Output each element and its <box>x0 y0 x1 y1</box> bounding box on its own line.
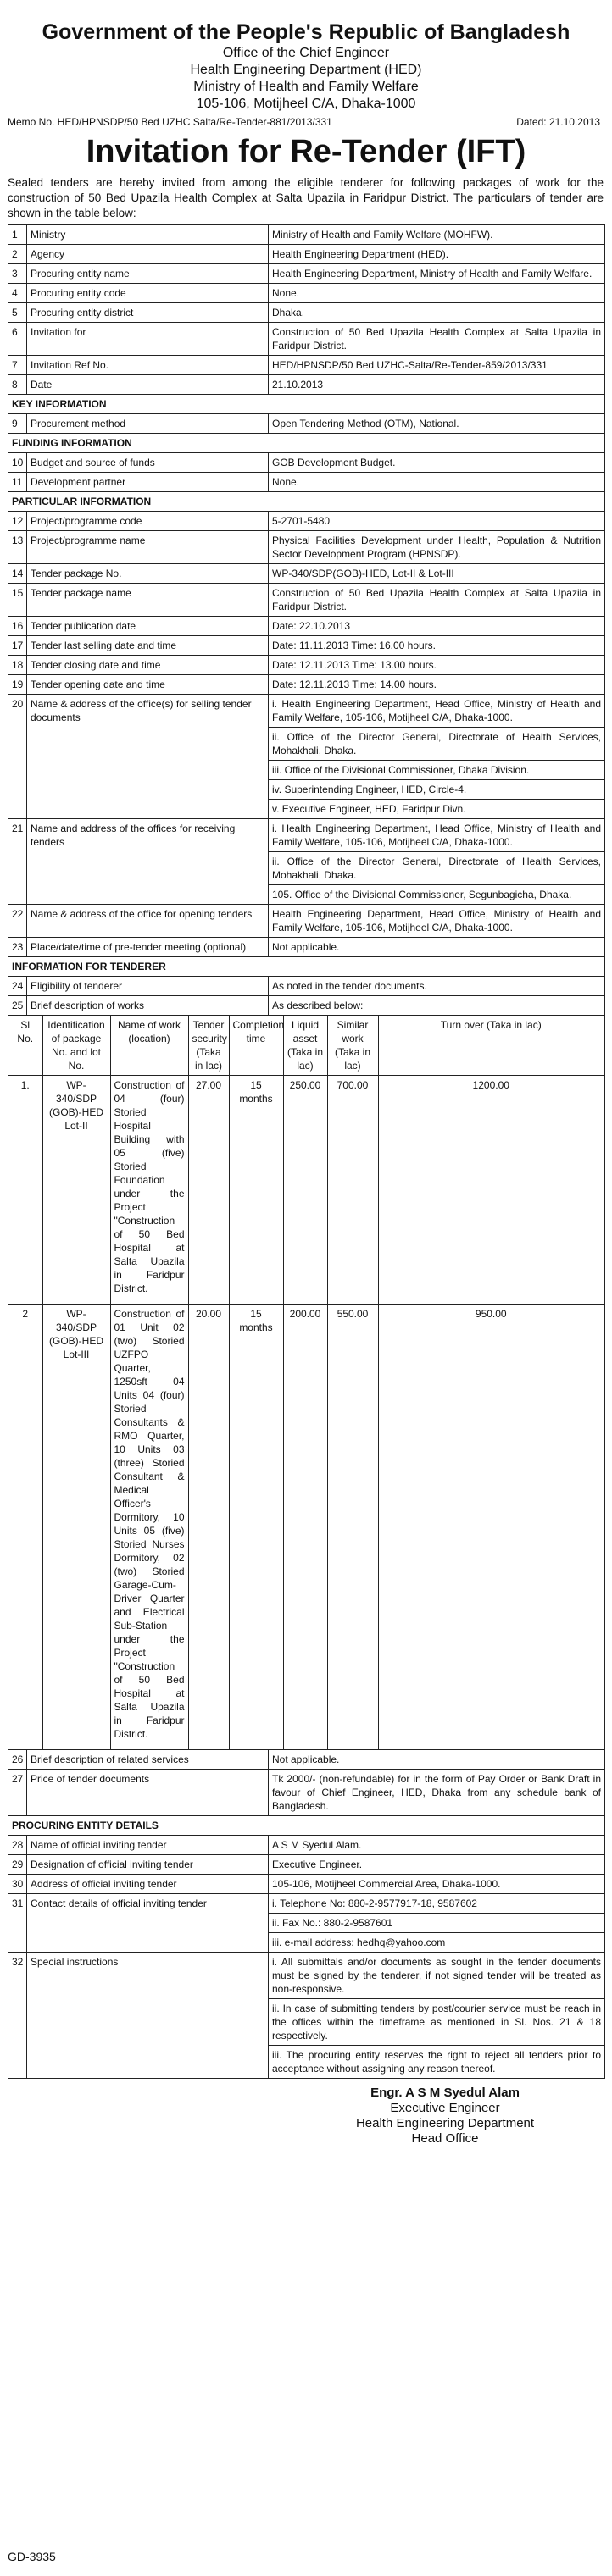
list-item-text: i. Health Engineering Department, Head Office, Ministry of Health and Family Welfare, 105-106, Motijheel C/A, Dhaka-1000. <box>269 819 604 852</box>
table-row <box>8 356 605 375</box>
row-value: Tk 2000/- (non-refundable) for in the form of Pay Order or Bank Draft in favour of Chief Engineer, HED, Dhaka from any schedule bank of Bangladesh. <box>269 1770 605 1816</box>
works-header-row <box>8 1016 604 1076</box>
row-number: 10 <box>8 453 27 473</box>
list-item-text: 105. Office of the Divisional Commissioner, Segunbagicha, Dhaka. <box>272 889 572 900</box>
works-header-cell: Tender security (Taka in lac) <box>188 1016 229 1076</box>
row-value: Health Engineering Department (HED). <box>269 245 605 264</box>
row-value <box>269 695 605 819</box>
row-label: Place/date/time of pre-tender meeting (optional) <box>27 938 269 957</box>
row-number: 25 <box>8 996 27 1016</box>
section-row <box>8 434 605 453</box>
signatory-name: Engr. A S M Syedul Alam <box>370 2086 520 2100</box>
works-item-row <box>8 1076 604 1305</box>
row-number: 5 <box>8 303 27 323</box>
works-cell <box>8 1016 605 1750</box>
ministry-line: Ministry of Health and Family Welfare <box>193 80 419 94</box>
row-number: 18 <box>8 656 27 675</box>
row-label: Project/programme name <box>27 531 269 564</box>
table-row <box>8 938 605 957</box>
row-label: Ministry <box>27 225 269 245</box>
row-label: Procuring entity code <box>27 284 269 303</box>
row-value: 105-106, Motijheel Commercial Area, Dhaka-1000. <box>269 1875 605 1894</box>
row-number: 14 <box>8 564 27 584</box>
list-item <box>269 1953 604 1999</box>
list-item <box>269 1999 604 2046</box>
row-label: Name & address of the office(s) for selling tender documents <box>27 695 269 819</box>
row-number: 3 <box>8 264 27 284</box>
works-cell-time: 15 months <box>229 1305 283 1750</box>
list-item-text: ii. In case of submitting tenders by post/courier service must be reach in the offices within the timeframe as mentioned in Sl. Nos. 21 & 18 respectively. <box>269 1999 604 2046</box>
signatory-designation: Executive Engineer <box>390 2101 500 2115</box>
list-item <box>269 2046 604 2079</box>
row-number: 11 <box>8 473 27 492</box>
row-number: 7 <box>8 356 27 375</box>
row-number: 12 <box>8 512 27 531</box>
list-item-text: i. Health Engineering Department, Head Office, Ministry of Health and Family Welfare, 105-106, Motijheel C/A, Dhaka-1000. <box>269 695 604 728</box>
row-number: 1 <box>8 225 27 245</box>
row-label: Name and address of the offices for receiving tenders <box>27 819 269 905</box>
works-cell-pkg: WP-340/SDP (GOB)-HED Lot-III <box>42 1305 110 1750</box>
table-row <box>8 284 605 303</box>
address-list <box>269 695 604 818</box>
list-item <box>269 1894 604 1914</box>
list-item-text: ii. Fax No.: 880-2-9587601 <box>269 1914 604 1933</box>
table-row <box>8 617 605 636</box>
table-row <box>8 1953 605 2079</box>
table-row <box>8 414 605 434</box>
works-row <box>8 1016 605 1750</box>
section-heading: FUNDING INFORMATION <box>8 434 605 453</box>
row-label: Tender package No. <box>27 564 269 584</box>
signatory-department: Health Engineering Department <box>355 2116 535 2130</box>
list-item <box>269 800 604 819</box>
works-cell-liquid: 250.00 <box>283 1076 327 1305</box>
notice-intro: Sealed tenders are hereby invited from among the eligible tenderer for following packages of work for the construction of 50 Bed Upazila Health Complex at Salta Upazila in Faridpur District. The particulars of tender are shown in the table below: <box>8 176 604 219</box>
works-cell-name: Construction of 04 (four) Storied Hospital Building with 05 (five) Storied Foundation under the Project "Construction of 50 Bed Hospital at Salta Upazila in Faridpur District. <box>110 1076 188 1305</box>
works-cell-turnover: 950.00 <box>378 1305 604 1750</box>
row-label: Name of official inviting tender <box>27 1836 269 1855</box>
row-label: Invitation Ref No. <box>27 356 269 375</box>
table-row <box>8 695 605 819</box>
signatory-office: Head Office <box>411 2131 479 2146</box>
row-label: Procuring entity district <box>27 303 269 323</box>
row-number: 27 <box>8 1770 27 1816</box>
table-row <box>8 303 605 323</box>
table-row <box>8 1894 605 1953</box>
list-item <box>269 728 604 761</box>
row-value: As noted in the tender documents. <box>269 977 605 996</box>
row-value: Date: 11.11.2013 Time: 16.00 hours. <box>269 636 605 656</box>
row-value: A S M Syedul Alam. <box>269 1836 605 1855</box>
works-table <box>8 1016 604 1749</box>
list-item <box>269 695 604 728</box>
table-row <box>8 656 605 675</box>
row-number: 4 <box>8 284 27 303</box>
row-value: Ministry of Health and Family Welfare (MOHFW). <box>269 225 605 245</box>
table-row <box>8 905 605 938</box>
works-header-cell: Sl No. <box>8 1016 42 1076</box>
table-row <box>8 977 605 996</box>
row-value: Not applicable. <box>269 938 605 957</box>
notice-title: Invitation for Re-Tender (IFT) <box>86 134 526 169</box>
works-cell-pkg: WP-340/SDP (GOB)-HED Lot-II <box>42 1076 110 1305</box>
table-row <box>8 323 605 356</box>
row-label: Contact details of official inviting tender <box>27 1894 269 1953</box>
row-value: Date: 22.10.2013 <box>269 617 605 636</box>
row-label: Address of official inviting tender <box>27 1875 269 1894</box>
works-cell-name: Construction of 01 Unit 02 (two) Storied UZFPO Quarter, 1250sft 04 Units 04 (four) Storied Consultants & RMO Quarter, 10 Units 03 (three) Storied Consultant & Medical Officer's Dormitory, 10 Units 05 (five) Storied Nurses Dormitory, 02 (two) Storied Garage-Cum-Driver Quarter and Electrical Sub-Station under the Project "Construction of 50 Bed Hospital at Salta Upazila in Faridpur District. <box>110 1305 188 1750</box>
list-item-text: iv. Superintending Engineer, HED, Circle-4. <box>269 780 604 800</box>
table-row <box>8 564 605 584</box>
table-row <box>8 473 605 492</box>
table-row <box>8 1875 605 1894</box>
footer-code: GD-3935 <box>8 2550 56 2563</box>
row-value: Physical Facilities Development under Health, Population & Nutrition Sector Development Program (HPNSDP). <box>269 531 605 564</box>
works-cell-turnover: 1200.00 <box>378 1076 604 1305</box>
signature-block <box>288 2086 602 2147</box>
works-header-cell: Turn over (Taka in lac) <box>378 1016 604 1076</box>
notice-header <box>0 0 612 113</box>
works-cell-security: 20.00 <box>188 1305 229 1750</box>
works-cell-security: 27.00 <box>188 1076 229 1305</box>
tender-table <box>8 224 605 2079</box>
row-label: Development partner <box>27 473 269 492</box>
table-row <box>8 1770 605 1816</box>
row-value: Health Engineering Department, Head Office, Ministry of Health and Family Welfare, 105-106, Motijheel C/A, Dhaka-1000. <box>269 905 605 938</box>
row-value: None. <box>269 284 605 303</box>
row-value: 21.10.2013 <box>269 375 605 395</box>
row-number: 31 <box>8 1894 27 1953</box>
table-row <box>8 1836 605 1855</box>
office-line: Office of the Chief Engineer <box>222 46 390 60</box>
row-label: Tender package name <box>27 584 269 617</box>
row-value: GOB Development Budget. <box>269 453 605 473</box>
list-item <box>269 819 604 852</box>
address-line: 105-106, Motijheel C/A, Dhaka-1000 <box>196 97 416 111</box>
section-row <box>8 1816 605 1836</box>
list-item <box>269 852 604 885</box>
row-label: Tender closing date and time <box>27 656 269 675</box>
table-row <box>8 636 605 656</box>
row-number: 21 <box>8 819 27 905</box>
row-label: Price of tender documents <box>27 1770 269 1816</box>
row-value: WP-340/SDP(GOB)-HED, Lot-II & Lot-III <box>269 564 605 584</box>
section-row <box>8 957 605 977</box>
row-number: 6 <box>8 323 27 356</box>
works-header-cell: Identification of package No. and lot No. <box>42 1016 110 1076</box>
row-value: Construction of 50 Bed Upazila Health Complex at Salta Upazila in Faridpur District. <box>269 584 605 617</box>
row-label: Special instructions <box>27 1953 269 2079</box>
row-number: 22 <box>8 905 27 938</box>
address-list <box>269 1894 604 1952</box>
row-number: 23 <box>8 938 27 957</box>
works-header-cell: Liquid asset (Taka in lac) <box>283 1016 327 1076</box>
row-label: Designation of official inviting tender <box>27 1855 269 1875</box>
table-row <box>8 996 605 1016</box>
table-row <box>8 1750 605 1770</box>
table-row <box>8 264 605 284</box>
row-label: Date <box>27 375 269 395</box>
works-item-row <box>8 1305 604 1750</box>
works-cell-liquid: 200.00 <box>283 1305 327 1750</box>
row-number: 16 <box>8 617 27 636</box>
works-cell-sl: 1. <box>8 1076 42 1305</box>
row-label: Brief description of related services <box>27 1750 269 1770</box>
table-row <box>8 819 605 905</box>
works-header-cell: Similar work (Taka in lac) <box>327 1016 378 1076</box>
row-value: Date: 12.11.2013 Time: 14.00 hours. <box>269 675 605 695</box>
row-value: Dhaka. <box>269 303 605 323</box>
list-item-text: iii. Office of the Divisional Commissioner, Dhaka Division. <box>269 761 604 780</box>
section-heading: PARTICULAR INFORMATION <box>8 492 605 512</box>
row-number: 30 <box>8 1875 27 1894</box>
list-item-text: iii. The procuring entity reserves the right to reject all tenders prior to acceptance without assigning any reason thereof. <box>272 2049 601 2075</box>
memo-number: Memo No. HED/HPNSDP/50 Bed UZHC Salta/Re-Tender-881/2013/331 <box>8 116 332 128</box>
row-label: Eligibility of tenderer <box>27 977 269 996</box>
row-value: Construction of 50 Bed Upazila Health Complex at Salta Upazila in Faridpur District. <box>269 323 605 356</box>
works-cell-time: 15 months <box>229 1076 283 1305</box>
row-value: Executive Engineer. <box>269 1855 605 1875</box>
list-item <box>269 1914 604 1933</box>
memo-date: Dated: 21.10.2013 <box>516 116 600 128</box>
address-list <box>269 1953 604 2078</box>
row-number: 2 <box>8 245 27 264</box>
table-row <box>8 453 605 473</box>
row-label: Brief description of works <box>27 996 269 1016</box>
list-item <box>269 885 604 905</box>
row-number: 20 <box>8 695 27 819</box>
row-label: Invitation for <box>27 323 269 356</box>
row-number: 17 <box>8 636 27 656</box>
row-number: 29 <box>8 1855 27 1875</box>
table-row <box>8 531 605 564</box>
row-number: 32 <box>8 1953 27 2079</box>
row-value: Open Tendering Method (OTM), National. <box>269 414 605 434</box>
section-row <box>8 395 605 414</box>
row-label: Budget and source of funds <box>27 453 269 473</box>
row-label: Procurement method <box>27 414 269 434</box>
government-title: Government of the People's Republic of Bangladesh <box>42 20 570 44</box>
works-cell-similar: 700.00 <box>327 1076 378 1305</box>
table-row <box>8 225 605 245</box>
row-number: 19 <box>8 675 27 695</box>
row-label: Name & address of the office for opening tenders <box>27 905 269 938</box>
row-value: Health Engineering Department, Ministry of Health and Family Welfare. <box>269 264 605 284</box>
section-heading: INFORMATION FOR TENDERER <box>8 957 605 977</box>
section-heading: KEY INFORMATION <box>8 395 605 414</box>
table-row <box>8 584 605 617</box>
works-header-cell: Name of work (location) <box>110 1016 188 1076</box>
list-item-text: i. All submittals and/or documents as sought in the tender documents must be signed by the tenderer, if not signed tender will be treated as non-responsive. <box>269 1953 604 1999</box>
list-item <box>269 780 604 800</box>
list-item-text: ii. Office of the Director General, Directorate of Health Services, Mohakhali, Dhaka. <box>269 728 604 761</box>
section-heading: PROCURING ENTITY DETAILS <box>8 1816 605 1836</box>
list-item-text: iii. e-mail address: hedhq@yahoo.com <box>272 1936 446 1948</box>
list-item <box>269 761 604 780</box>
row-value <box>269 819 605 905</box>
row-value: None. <box>269 473 605 492</box>
list-item <box>269 1933 604 1953</box>
table-row <box>8 512 605 531</box>
row-number: 15 <box>8 584 27 617</box>
table-row <box>8 1855 605 1875</box>
row-number: 28 <box>8 1836 27 1855</box>
list-item-text: ii. Office of the Director General, Directorate of Health Services, Mohakhali, Dhaka. <box>269 852 604 885</box>
row-value <box>269 1953 605 2079</box>
works-cell-similar: 550.00 <box>327 1305 378 1750</box>
address-list <box>269 819 604 904</box>
row-value: As described below: <box>269 996 605 1016</box>
list-item-text: v. Executive Engineer, HED, Faridpur Divn. <box>272 803 466 815</box>
section-row <box>8 492 605 512</box>
row-value <box>269 1894 605 1953</box>
list-item-text: i. Telephone No: 880-2-9577917-18, 9587602 <box>269 1894 604 1914</box>
row-number: 8 <box>8 375 27 395</box>
row-label: Tender publication date <box>27 617 269 636</box>
works-header-cell: Completion time <box>229 1016 283 1076</box>
row-label: Agency <box>27 245 269 264</box>
row-label: Tender opening date and time <box>27 675 269 695</box>
table-row <box>8 245 605 264</box>
row-number: 9 <box>8 414 27 434</box>
department-line: Health Engineering Department (HED) <box>190 63 422 77</box>
row-number: 24 <box>8 977 27 996</box>
row-label: Project/programme code <box>27 512 269 531</box>
table-row <box>8 375 605 395</box>
works-cell-sl: 2 <box>8 1305 42 1750</box>
row-value: Not applicable. <box>269 1750 605 1770</box>
row-number: 13 <box>8 531 27 564</box>
table-row <box>8 675 605 695</box>
memo-line <box>8 116 600 128</box>
row-label: Procuring entity name <box>27 264 269 284</box>
row-label: Tender last selling date and time <box>27 636 269 656</box>
row-number: 26 <box>8 1750 27 1770</box>
row-value: 5-2701-5480 <box>269 512 605 531</box>
row-value: HED/HPNSDP/50 Bed UZHC-Salta/Re-Tender-859/2013/331 <box>269 356 605 375</box>
row-value: Date: 12.11.2013 Time: 13.00 hours. <box>269 656 605 675</box>
